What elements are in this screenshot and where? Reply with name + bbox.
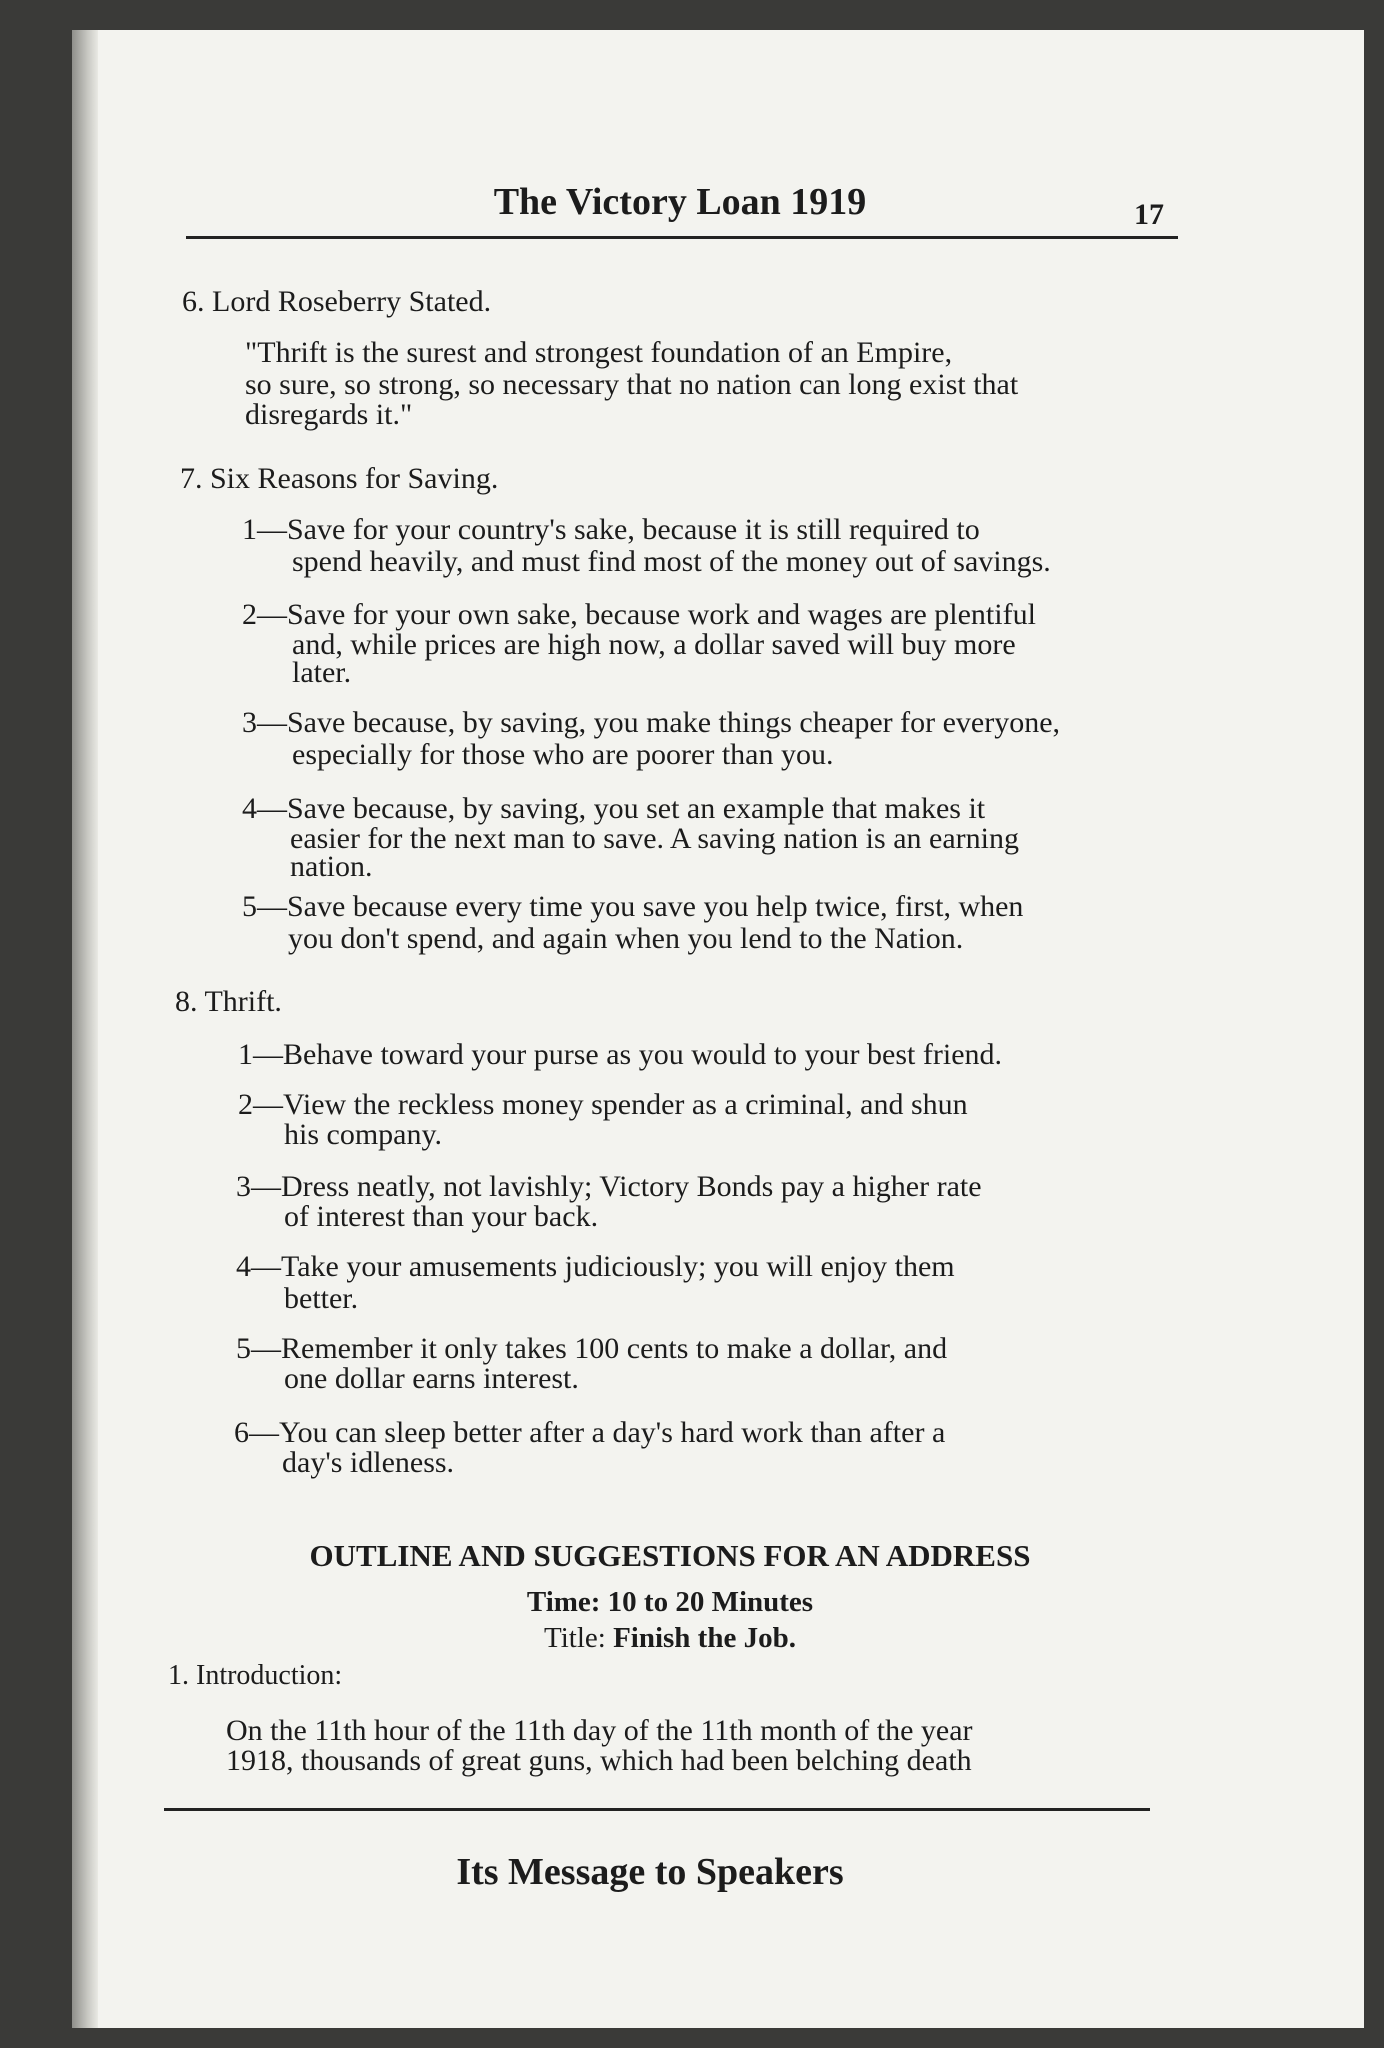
outline-title-line: [170, 1622, 1170, 1655]
reason-1-line-1: 1—Save for your country's sake, because it is still required to: [242, 513, 980, 546]
running-header-title: The Victory Loan 1919: [493, 181, 867, 223]
thrift-3-line-2: of interest than your back.: [284, 1200, 599, 1233]
reason-3-line-1: 3—Save because, by saving, you make things cheaper for everyone,: [242, 706, 1061, 739]
section-6-quote-line-2: so sure, so strong, so necessary that no nation can long exist that: [245, 368, 1019, 401]
reason-3-line-2: especially for those who are poorer than you.: [292, 738, 834, 771]
reason-2-line-3: later.: [292, 656, 352, 689]
reason-1-line-2: spend heavily, and must find most of the money out of savings.: [292, 545, 1051, 578]
reason-4-line-2: easier for the next man to save. A saving nation is an earning: [290, 822, 1019, 855]
page-number: 17: [1134, 198, 1164, 231]
reason-5-line-2: you don't spend, and again when you lend to the Nation.: [288, 922, 964, 955]
thrift-6-line-1: 6—You can sleep better after a day's hard work than after a: [234, 1416, 946, 1449]
section-8-heading: 8. Thrift.: [175, 985, 282, 1018]
thrift-3-line-1: 3—Dress neatly, not lavishly; Victory Bonds pay a higher rate: [236, 1170, 982, 1203]
thrift-6-line-2: day's idleness.: [282, 1446, 455, 1479]
thrift-5-line-1: 5—Remember it only takes 100 cents to make a dollar, and: [236, 1332, 948, 1365]
thrift-2-line-1: 2—View the reckless money spender as a criminal, and shun: [238, 1088, 968, 1121]
introduction-line-2: 1918, thousands of great guns, which had been belching death: [226, 1744, 972, 1777]
outline-time: Time: 10 to 20 Minutes: [526, 1586, 814, 1618]
introduction-heading: 1. Introduction:: [168, 1660, 343, 1691]
reason-5-line-1: 5—Save because every time you save you help twice, first, when: [242, 890, 1024, 923]
thrift-4-line-2: better.: [284, 1282, 359, 1315]
section-6-heading: 6. Lord Roseberry Stated.: [182, 285, 492, 318]
thrift-5-line-2: one dollar earns interest.: [284, 1362, 579, 1395]
footer-rule: [164, 1808, 1150, 1811]
outline-title: OUTLINE AND SUGGESTIONS FOR AN ADDRESS: [309, 1538, 1031, 1573]
header-rule: [186, 236, 1178, 239]
section-7-heading: 7. Six Reasons for Saving.: [180, 462, 499, 495]
thrift-2-line-2: his company.: [284, 1118, 443, 1151]
section-6-quote-line-1: "Thrift is the surest and strongest foundation of an Empire,: [245, 336, 953, 369]
reason-4-line-1: 4—Save because, by saving, you set an example that makes it: [242, 792, 986, 825]
section-6-quote-line-3: disregards it.": [245, 398, 413, 431]
thrift-1-line-1: 1—Behave toward your purse as you would to your best friend.: [238, 1038, 1003, 1071]
reason-2-line-1: 2—Save for your own sake, because work and wages are plentiful: [242, 598, 1036, 631]
reason-4-line-3: nation.: [290, 850, 373, 883]
book-binding-edge: [72, 30, 98, 2028]
reason-2-line-2: and, while prices are high now, a dollar saved will buy more: [292, 628, 1016, 661]
outline-title-label: Title:: [544, 1622, 606, 1654]
thrift-4-line-1: 4—Take your amusements judiciously; you will enjoy them: [236, 1250, 955, 1283]
introduction-line-1: On the 11th hour of the 11th day of the 11th month of the year: [226, 1714, 973, 1747]
running-footer: Its Message to Speakers: [456, 1851, 844, 1893]
outline-title-value: Finish the Job.: [613, 1622, 796, 1654]
